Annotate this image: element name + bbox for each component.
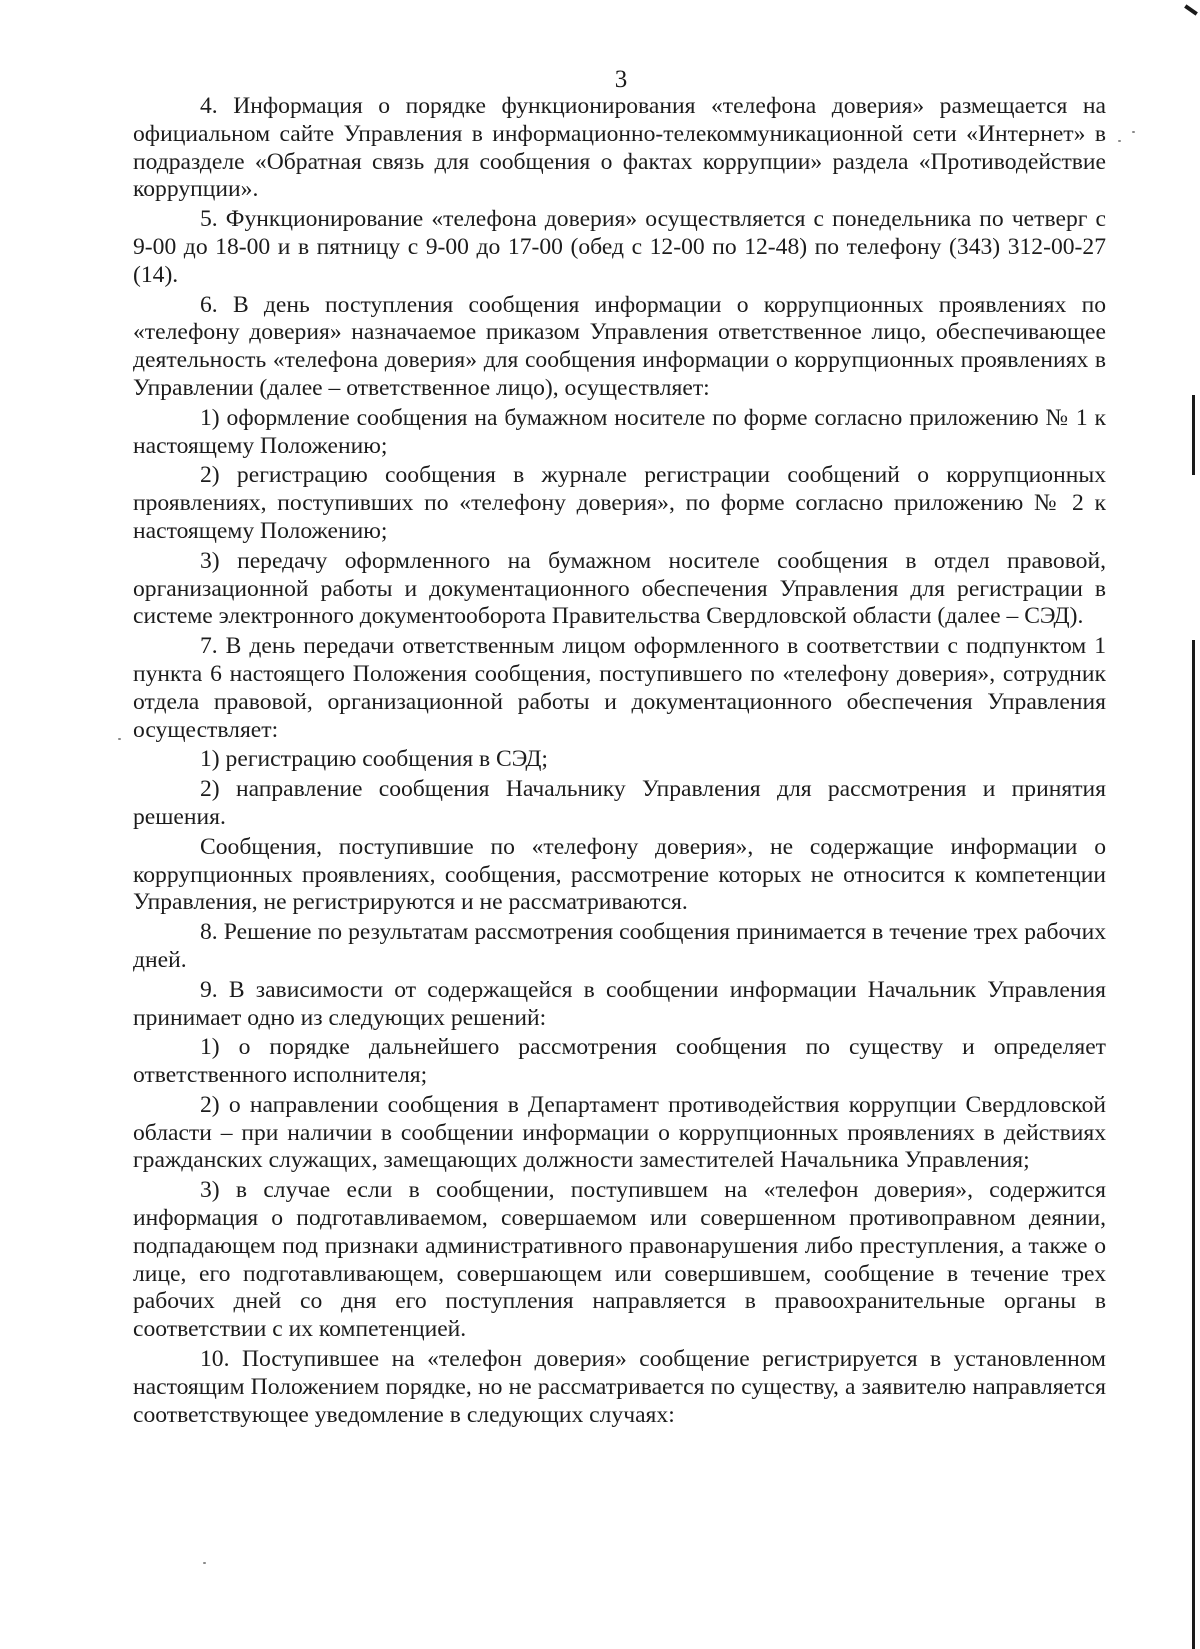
paragraph-subitem-9-1: 1) о порядке дальнейшего рассмотрения сообщения по существу и определяет ответственного исполнителя;: [133, 1034, 1106, 1089]
paragraph-item-7: 7. В день передачи ответственным лицом оформленного в соответствии с подпунктом 1 пункта 6 настоящего Положения сообщения, поступившего по «телефону доверия», сотрудник отдела правовой, организационной работы и документационного обеспечения Управления осуществляет:: [133, 633, 1106, 743]
paragraph-item-6: 6. В день поступления сообщения информации о коррупционных проявлениях по «телефону доверия» назначаемое приказом Управления ответственное лицо, обеспечивающее деятельность «телефона доверия» для сообщения информации о коррупционных проявлениях в Управлении (далее – ответственное лицо), осуществляет:: [133, 291, 1106, 401]
paragraph-item-10: 10. Поступившее на «телефон доверия» сообщение регистрируется в установленном настоящим Положением порядке, но не рассматривается по существу, а заявителю направляется соответствующее уведомление в следующих случаях:: [133, 1346, 1106, 1428]
paragraph-item-7-note: Сообщения, поступившие по «телефону доверия», не содержащие информации о коррупционных проявлениях, сообщения, рассмотрение которых не относится к компетенции Управления, не регистрируются и не рассматриваются.: [133, 833, 1106, 916]
paragraph-subitem-6-2: 2) регистрацию сообщения в журнале регистрации сообщений о коррупционных проявлениях, поступивших по «телефону доверия», по форме согласно приложению № 2 к настоящему Положению;: [133, 462, 1106, 544]
page-number: 3: [614, 66, 628, 93]
paragraph-subitem-6-1: 1) оформление сообщения на бумажном носителе по форме согласно приложению № 1 к настоящему Положению;: [133, 404, 1106, 459]
scan-speck: [118, 738, 121, 740]
paragraph-subitem-7-1: 1) регистрацию сообщения в СЭД;: [200, 746, 548, 773]
scan-corner-mark: [1184, 4, 1198, 15]
paragraph-subitem-9-3: 3) в случае если в сообщении, поступившем на «телефон доверия», содержится информация о подготавливаемом, совершаемом или совершенном противоправном деянии, подпадающем под признаки административного правонарушения либо преступления, а также о лице, его подготавливающем, совершающем или совершившем, сообщение в течение трех рабочих дней со дня его поступления направляется в правоохранительные органы в соответствии с их компетенцией.: [133, 1177, 1106, 1343]
document-body: [133, 93, 1106, 1431]
paragraph-item-4: 4. Информация о порядке функционирования «телефона доверия» размещается на официальном сайте Управления в информационно-телекоммуникационной сети «Интернет» в подразделе «Обратная связь для сообщения о фактах коррупции» раздела «Противодействие коррупции».: [133, 93, 1106, 203]
paragraph-item-8: 8. Решение по результатам рассмотрения сообщения принимается в течение трех рабочих дней.: [133, 919, 1106, 973]
paragraph-item-9: 9. В зависимости от содержащейся в сообщении информации Начальник Управления принимает одно из следующих решений:: [133, 976, 1106, 1031]
scan-speck: [1118, 140, 1121, 142]
scan-speck: [1132, 131, 1135, 133]
scan-speck: [203, 1562, 206, 1564]
paragraph-subitem-9-2: 2) о направлении сообщения в Департамент противодействия коррупции Свердловской области – при наличии в сообщении информации о коррупционных проявлениях в действиях гражданских служащих, замещающих должности заместителей Начальника Управления;: [133, 1091, 1106, 1174]
paragraph-item-5: 5. Функционирование «телефона доверия» осуществляется с понедельника по четверг с 9-00 до 18-00 и в пятницу с 9-00 до 17-00 (обед с 12-00 по 12-48) по телефону (343) 312-00-27 (14).: [133, 206, 1106, 288]
scan-edge-line: [1192, 395, 1195, 475]
paragraph-subitem-7-2: 2) направление сообщения Начальнику Управления для рассмотрения и принятия решения.: [133, 776, 1106, 830]
paragraph-subitem-6-3: 3) передачу оформленного на бумажном носителе сообщения в отдел правовой, организационной работы и документационного обеспечения Управления для регистрации в системе электронного документооборота Правительства Свердловской области (далее – СЭД).: [133, 547, 1106, 630]
scan-edge-line: [1192, 640, 1195, 1649]
